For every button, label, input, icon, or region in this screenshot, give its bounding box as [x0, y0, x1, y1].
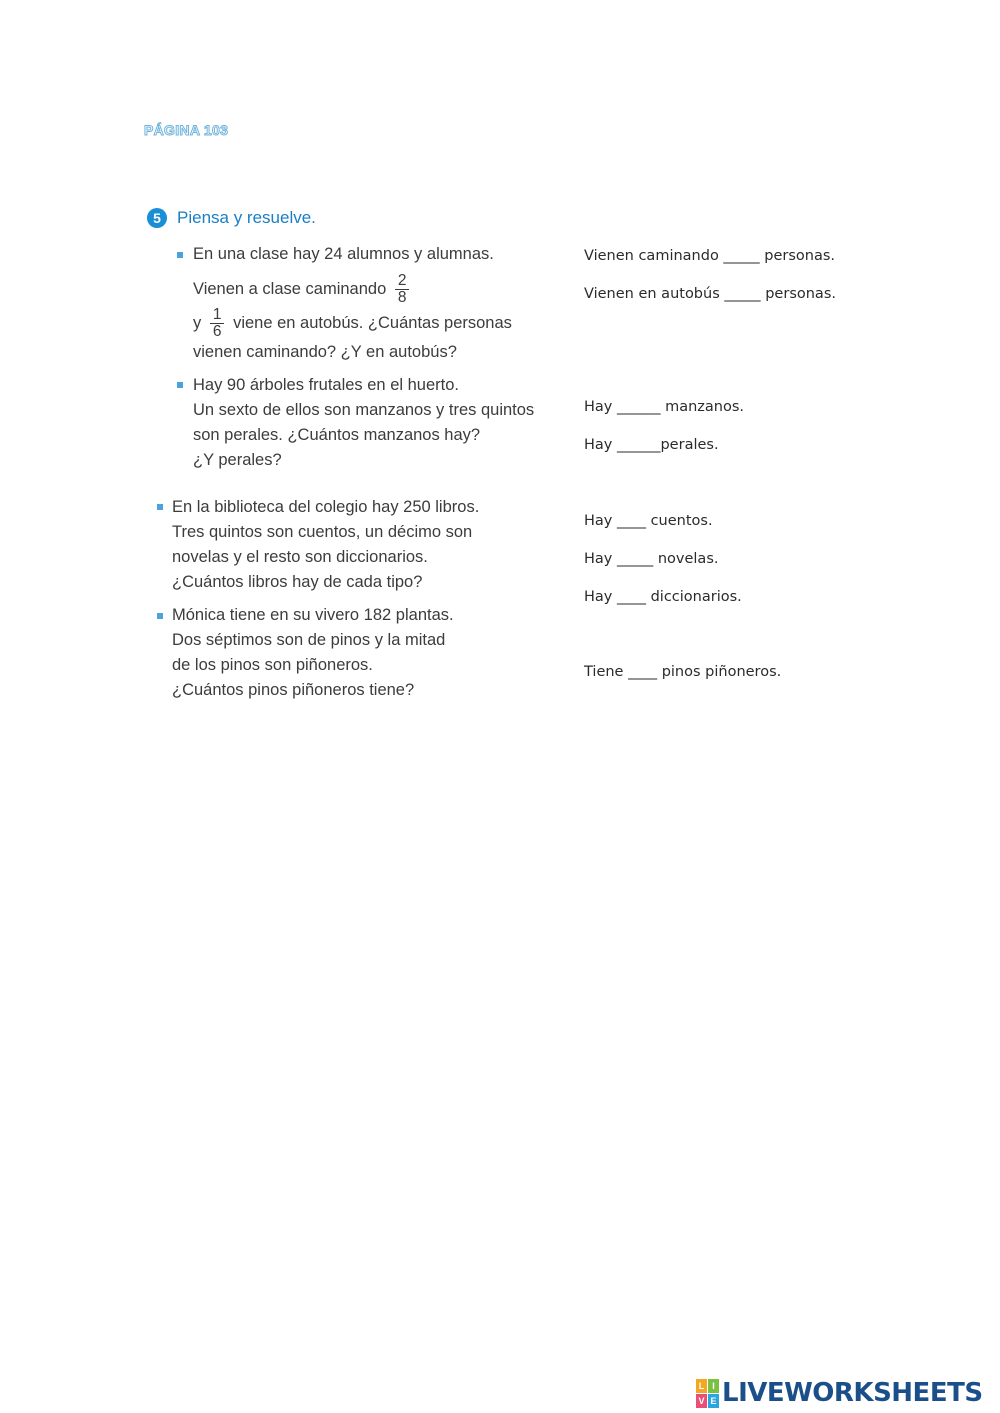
logo-tile: V: [696, 1394, 707, 1408]
question-line: de los pinos son piñoneros.: [172, 656, 373, 674]
question-line: Un sexto de ellos son manzanos y tres quintos: [193, 401, 535, 419]
fraction-one-sixth: [210, 307, 225, 340]
answer-apple-trees[interactable]: Hay ______ manzanos.: [584, 399, 745, 415]
question-line: Hay 90 árboles frutales en el huerto.: [193, 376, 459, 394]
question-4: [172, 603, 454, 703]
question-line: son perales. ¿Cuántos manzanos hay?: [193, 426, 481, 444]
question-line: ¿Cuántos pinos piñoneros tiene?: [172, 681, 415, 699]
answer-dictionaries[interactable]: Hay ____ diccionarios.: [584, 589, 742, 605]
bullet-icon: [177, 382, 183, 388]
question-3: [172, 495, 479, 595]
question-line: En una clase hay 24 alumnos y alumnas.: [193, 245, 494, 263]
bullet-icon: [157, 504, 163, 510]
logo-tiles-icon: [696, 1379, 719, 1408]
fraction-denominator: 8: [397, 289, 407, 306]
fraction-numerator: 2: [395, 273, 410, 290]
question-line: viene en autobús. ¿Cuántas personas: [233, 313, 512, 332]
liveworksheets-logo: [696, 1378, 983, 1408]
fraction-denominator: 6: [212, 323, 222, 340]
bullet-icon: [157, 613, 163, 619]
exercise-number-badge: 5: [147, 208, 167, 228]
logo-tile: E: [708, 1394, 719, 1408]
question-line: ¿Y perales?: [193, 451, 282, 469]
question-2: [193, 373, 534, 473]
answer-walking[interactable]: Vienen caminando _____ personas.: [584, 248, 836, 264]
question-line: En la biblioteca del colegio hay 250 libros.: [172, 498, 480, 516]
question-line: y: [193, 313, 202, 332]
question-line: Mónica tiene en su vivero 182 plantas.: [172, 606, 454, 624]
question-line: ¿Cuántos libros hay de cada tipo?: [172, 573, 423, 591]
answer-stories[interactable]: Hay ____ cuentos.: [584, 513, 713, 529]
page-label: PÁGINA 103: [144, 122, 229, 138]
question-line: Vienen a clase caminando: [193, 279, 387, 298]
question-1: [193, 242, 512, 365]
fraction-numerator: 1: [210, 307, 225, 324]
fraction-two-eighths: [395, 273, 410, 306]
logo-tile: I: [708, 1379, 719, 1393]
logo-tile: L: [696, 1379, 707, 1393]
answer-pine-nut-pines[interactable]: Tiene ____ pinos piñoneros.: [584, 664, 782, 680]
logo-text: LIVEWORKSHEETS: [722, 1378, 983, 1408]
bullet-icon: [177, 252, 183, 258]
question-line: novelas y el resto son diccionarios.: [172, 548, 428, 566]
question-line: vienen caminando? ¿Y en autobús?: [193, 343, 457, 361]
answer-pear-trees[interactable]: Hay ______perales.: [584, 437, 719, 453]
exercise-title: Piensa y resuelve.: [177, 208, 316, 227]
answer-novels[interactable]: Hay _____ novelas.: [584, 551, 719, 567]
answer-bus[interactable]: Vienen en autobús _____ personas.: [584, 286, 836, 302]
question-line: Tres quintos son cuentos, un décimo son: [172, 523, 473, 541]
question-line: Dos séptimos son de pinos y la mitad: [172, 631, 446, 649]
